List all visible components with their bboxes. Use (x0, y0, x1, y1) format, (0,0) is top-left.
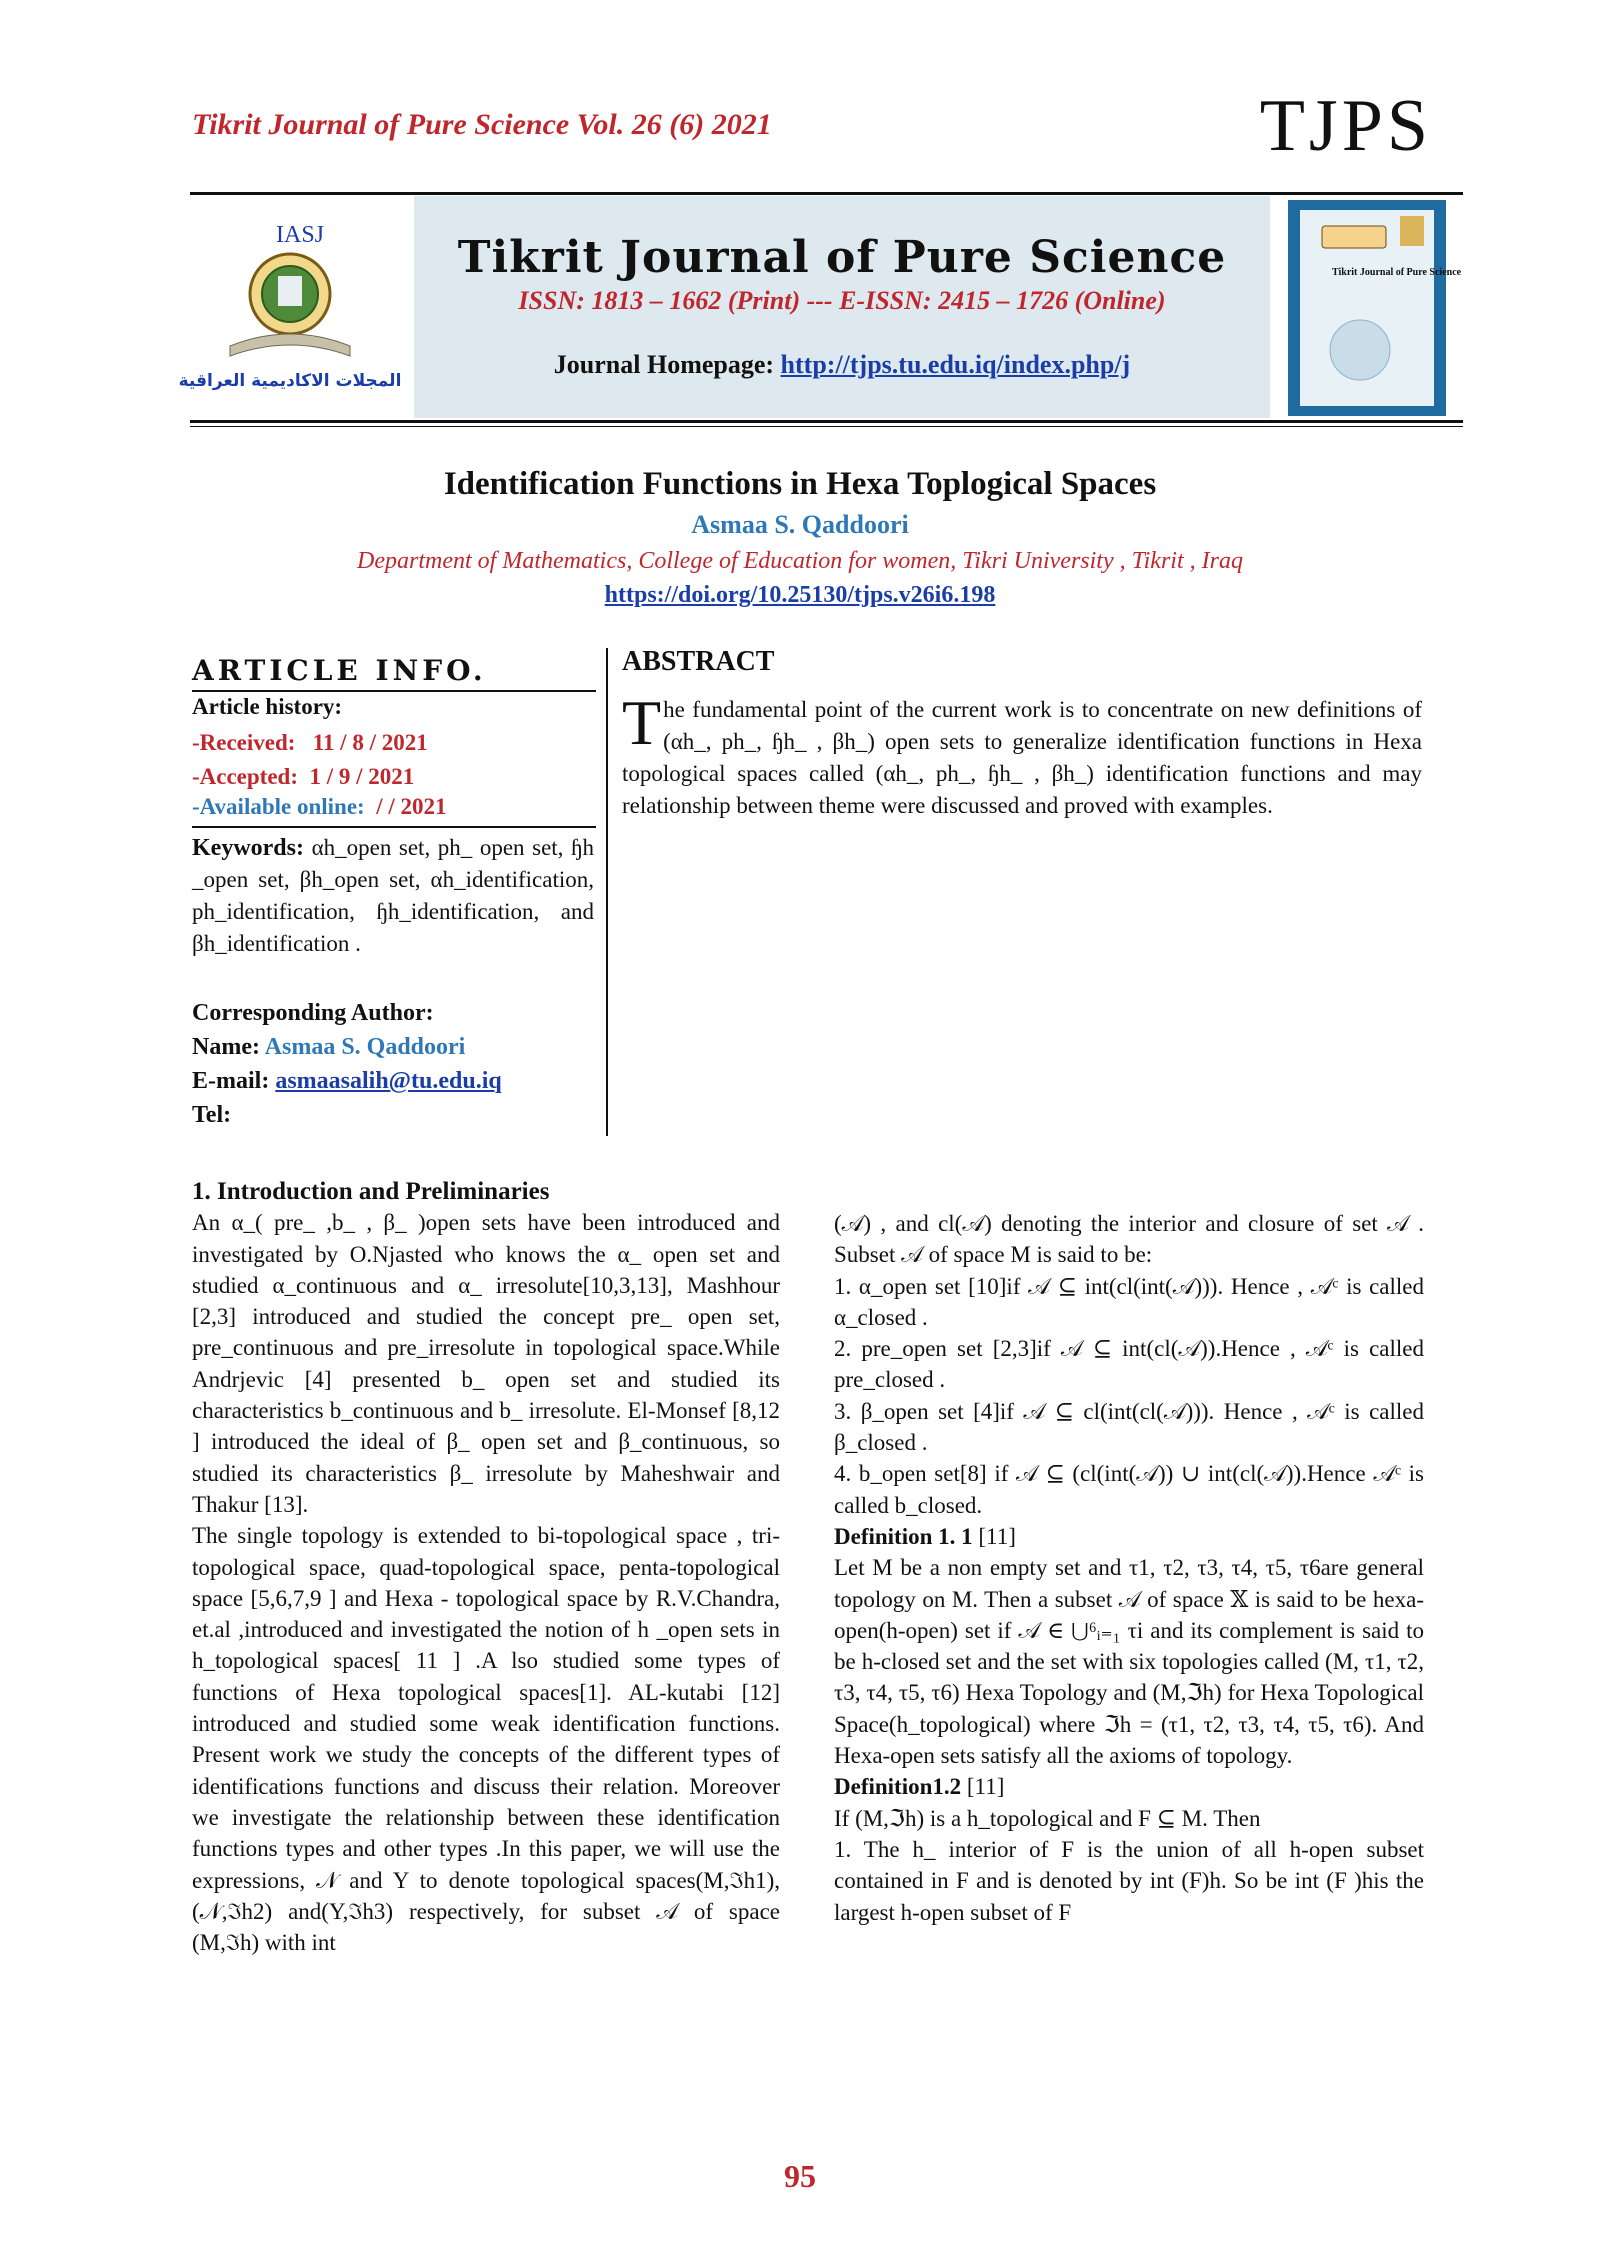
banner-homepage (414, 350, 1270, 380)
accepted-label: -Accepted: (192, 764, 299, 789)
paper-doi (0, 582, 1600, 609)
article-info-heading: ARTICLE INFO. (192, 654, 487, 687)
article-info-rule-2 (192, 826, 596, 828)
abstract-text: he fundamental point of the current work is to concentrate on new definitions of (αh_, ph_, ɧh_ , βh_) open sets to generalize identification functions in Hexa topological spaces called (αh_, ph_, ɧh_ , βh_) identification functions and may relationship between theme were discussed and proved with examples. (622, 697, 1422, 818)
journal-cover (1288, 200, 1462, 416)
article-info-rule (192, 690, 596, 692)
received-label: -Received: (192, 730, 296, 755)
accepted-date: 1 / 9 / 2021 (309, 764, 415, 789)
received-row (192, 730, 428, 756)
definition-1-2-intro: If (M,ℑh) is a h_topological and F ⊆ M. Then (834, 1805, 1261, 1831)
def2-ref: [11] (966, 1774, 1005, 1800)
abstract-body (622, 687, 1422, 822)
def1-title: Definition 1. 1 (834, 1523, 973, 1549)
header-rule-bottom-thin (190, 426, 1463, 427)
article-history-label: Article history: (192, 694, 343, 719)
online-row (192, 794, 447, 820)
homepage-link[interactable]: http://tjps.tu.edu.iq/index.php/j (780, 350, 1131, 379)
prelim-paragraph: (𝒜) , and cl(𝒜) denoting the interior and closure of set 𝒜 . Subset 𝒜 of space M is said to be: (834, 1211, 1424, 1268)
paper-affiliation: Department of Mathematics, College of Education for women, Tikri University , Tikrit , Iraq (357, 548, 1243, 574)
banner-issn: ISSN: 1813 – 1662 (Print) --- E-ISSN: 2415 – 1726 (Online) (518, 286, 1166, 315)
running-head: Tikrit Journal of Pure Science Vol. 26 (6) 2021 (192, 108, 772, 141)
doi-link[interactable]: https://doi.org/10.25130/tjps.v26i6.198 (604, 582, 996, 608)
tel-label: Tel: (192, 1102, 232, 1128)
keywords-label: Keywords: (192, 835, 304, 861)
paper-author: Asmaa S. Qaddoori (691, 510, 909, 539)
definition-1-1-text: Let M be a non empty set and τ1, τ2, τ3, τ4, τ5, τ6are general topology on M. Then a subset 𝒜 of space 𝕏 is said to be hexa-open(h-open) set if 𝒜 ∈ ⋃⁶ᵢ₌₁ τi and its complement is said to be h-closed set and the set with six topologies called (M, τ1, τ2, τ3, τ4, τ5, τ6) Hexa Topology and (M,ℑh) for Hexa Topological Space(h_topological) where ℑh = (τ1, τ2, τ3, τ4, τ5, τ6). And Hexa-open sets satisfy all the axioms of topology. (834, 1555, 1424, 1769)
corr-name: Asmaa S. Qaddoori (264, 1034, 466, 1060)
pre-open-item: 2. pre_open set [2,3]if 𝒜 ⊆ int(cl(𝒜)).Hence , 𝒜ᶜ is called pre_closed . (834, 1336, 1424, 1393)
def1-ref: [11] (978, 1523, 1016, 1549)
paper-title: Identification Functions in Hexa Toplogical Spaces (443, 466, 1157, 502)
email-label: E-mail: (192, 1068, 270, 1094)
abstract-heading: ABSTRACT (622, 646, 775, 677)
homepage-label: Journal Homepage: (553, 350, 775, 379)
iasj-logo (178, 212, 412, 402)
banner-title: Tikrit Journal of Pure Science (457, 232, 1227, 283)
name-label: Name: (192, 1034, 260, 1060)
body-column-right (834, 1208, 1424, 1928)
accepted-row (192, 764, 414, 790)
iasj-logo-text: IASJ (276, 222, 325, 248)
page-number: 95 (784, 2158, 816, 2194)
section-heading: 1. Introduction and Preliminaries (192, 1178, 550, 1205)
online-date: / / 2021 (376, 794, 447, 819)
email-link[interactable]: asmaasalih@tu.edu.iq (275, 1068, 502, 1094)
def2-title: Definition1.2 (834, 1774, 962, 1800)
received-date: 11 / 8 / 2021 (312, 730, 428, 755)
header-rule-bottom (190, 420, 1463, 423)
corresponding-author (192, 996, 602, 1132)
intro-paragraph-2: The single topology is extended to bi-topological space , tri-topological space, quad-topological space, penta-topological space [5,6,7,9 ] and Hexa - topological space by R.V.Chandra, et.al ,introduced and investigated the notion of h _open sets in h_topological spaces[ 11 ] .A lso studied some types of functions of Hexa topological spaces[1]. AL-kutabi [12] introduced and studied some weak identification functions. Present work we study the concepts of the different types of identifications functions and discuss their relation. Moreover we investigate the relationship between these identification functions types and other types .In this paper, we will use the expressions, 𝒩 and Y to denote topological spaces(M,ℑh1), (𝒩,ℑh2) and(Y,ℑh3) respectively, for subset 𝒜 of space (M,ℑh) with int (192, 1523, 780, 1956)
alpha-open-item: 1. α_open set [10]if 𝒜 ⊆ int(cl(int(𝒜))). Hence , 𝒜ᶜ is called α_closed . (834, 1273, 1424, 1330)
definition-1-2-heading (834, 1771, 1424, 1802)
definition-1-2-item: 1. The h_ interior of F is the union of all h-open subset contained in F and is denoted by int (F)h. So be int (F )his the largest h-open subset of F (834, 1836, 1424, 1925)
corr-label: Corresponding Author: (192, 1000, 434, 1026)
beta-open-item: 3. β_open set [4]if 𝒜 ⊆ cl(int(cl(𝒜))). Hence , 𝒜ᶜ is called β_closed . (834, 1398, 1424, 1456)
iasj-logo-arabic: المجلات الاكاديمية العراقية (178, 371, 402, 391)
online-label: -Available online: (192, 794, 365, 819)
keywords-text: αh_open set, ph_ open set, ɧh _open set, βh_open set, αh_identification, ph_identification, ɧh_identification, and βh_identification . (192, 835, 594, 956)
b-open-item: 4. b_open set[8] if 𝒜 ⊆ (cl(int(𝒜)) ∪ int(cl(𝒜)).Hence 𝒜ᶜ is called b_closed. (834, 1461, 1424, 1518)
definition-1-1-heading (834, 1521, 1424, 1552)
intro-paragraph-1: An α_( pre_ ,b_ , β_ )open sets have been introduced and investigated by O.Njasted who knows the α_ open set and studied α_continuous and α_ irresolute[10,3,13], Mashhour [2,3] introduced and studied the concept pre_ open set, pre_continuous and pre_irresolute in topological space.While Andrjevic [4] presented b_ open set and studied its characteristics b_continuous and b_ irresolute. El-Monsef [8,12 ] introduced the ideal of β_ open set and β_continuous, so studied its characteristics β_ irresolute by Maheshwair and Thakur [13]. (192, 1210, 780, 1517)
column-divider (606, 648, 608, 1136)
body-column-left (192, 1176, 780, 1958)
tjps-logo: TJPS (1259, 85, 1432, 167)
keywords (192, 832, 594, 960)
header-rule-top (190, 192, 1463, 195)
abstract-dropcap: T (622, 687, 662, 758)
cover-text: Tikrit Journal of Pure Science (1332, 267, 1462, 278)
